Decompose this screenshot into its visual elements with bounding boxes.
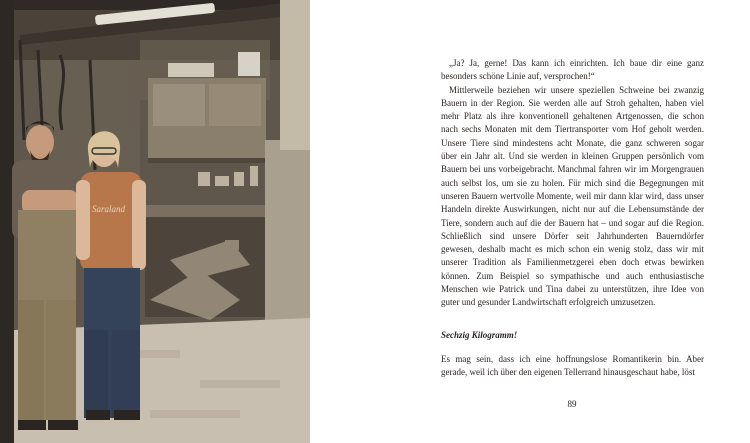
section-subheading: Sechzig Kilogramm! [441, 329, 518, 340]
paragraph-main: Mittlerweile beziehen wir unsere speziellen Schweine bei zwanzig Bauern in der Region. Sie werden alle auf Stroh gehalten, haben viel mehr Platz als ihre konventionell gehaltenen Artgenossen, die schon nach sechs Monaten mit dem Tiertransporter vom Hof geholt werden. Unsere Tiere sind mindestens acht Monate, die ganz schweren sogar über ein Jahr alt. Und sie werden in kleinen Gruppen persönlich vom Bauern bei uns vorbeigebracht. Manchmal fahren wir im Morgengrauen auch selbst los, um sie zu holen. Für mich sind die Begegnungen mit unseren Bauern wertvolle Momente, weil mir dann klar wird, dass unser Handeln direkte Auswirkungen, nicht nur auf die Lebensumstände der Tiere, sondern auch auf die der Bauern hat – und sogar auf die Region. Schließlich sind unsere Dörfer seit Jahrhunderten Bauerndörfer gewesen, deshalb macht es mich schon ein wenig stolz, dass wir mit unserer Tradition als Familienmetzgerei eben doch etwas bewirken können. Zum Beispiel so sympathische und auch enthusiastische Menschen wie Patrick und Tina dabei zu unterstützen, ihre Idee von guter und gesunder Landwirtschaft erfolgreich umzusetzen. [441, 84, 704, 308]
barn-photo-drawing [0, 0, 310, 443]
man-figure [12, 121, 82, 430]
barn-photo [0, 0, 310, 443]
text-column [441, 57, 704, 379]
paragraph-closing: Es mag sein, dass ich eine hoffnungslose Romantikerin bin. Aber gerade, weil ich über den eigenen Tellerrand hinausgeschaut habe, löst [441, 353, 704, 377]
shirt-lettering: Saraland [92, 204, 126, 214]
woman-figure [76, 131, 146, 420]
page-number: 89 [567, 399, 577, 409]
paragraph-quote: „Ja? Ja, gerne! Das kann ich einrichten. Ich baue dir eine ganz besonders schöne Linie auf, versprochen!“ [441, 58, 704, 82]
